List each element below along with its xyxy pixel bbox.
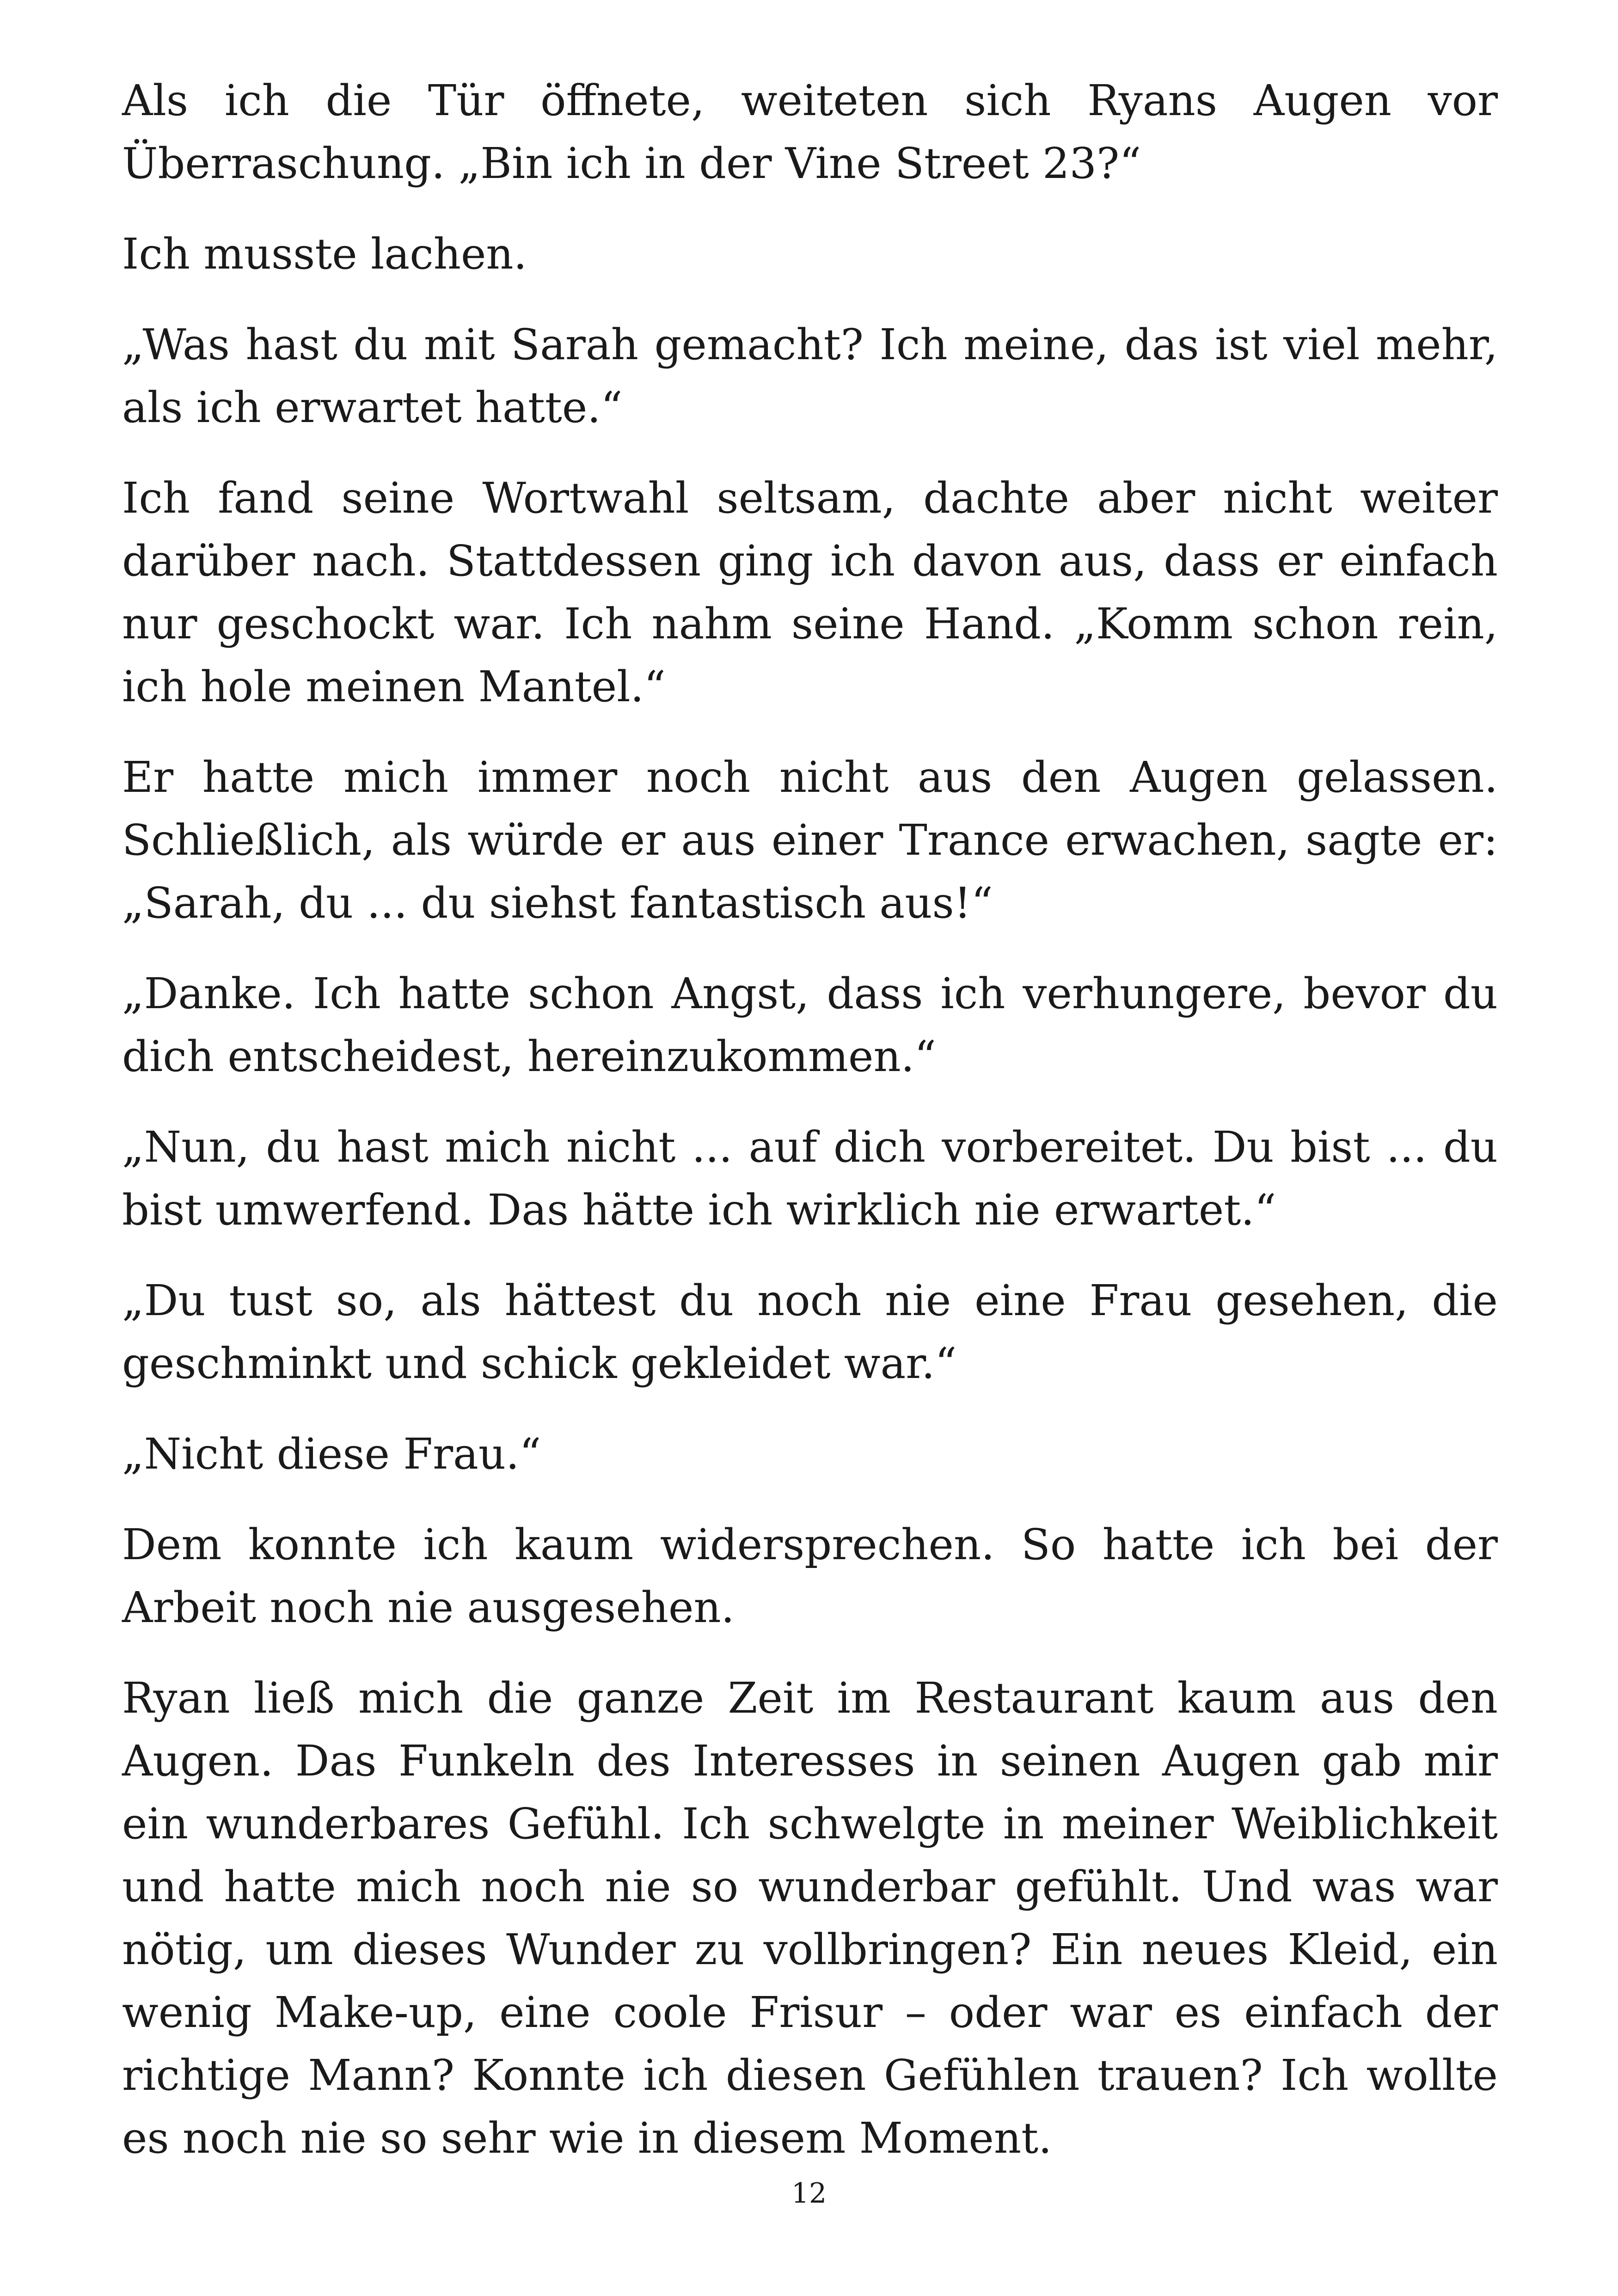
paragraph: „Danke. Ich hatte schon Angst, dass ich verhungere, bevor du dich entscheidest, hereinzukommen.“	[122, 969, 1498, 1081]
paragraph: „Nun, du hast mich nicht ... auf dich vorbereitet. Du bist ... du bist umwerfend. Das hätte ich wirklich nie erwartet.“	[122, 1122, 1498, 1235]
paragraph: „Du tust so, als hättest du noch nie eine Frau gesehen, die geschminkt und schick gekleidet war.“	[122, 1276, 1498, 1388]
paragraph: Dem konnte ich kaum widersprechen. So hatte ich bei der Arbeit noch nie ausgesehen.	[122, 1520, 1498, 1632]
paragraph: Ryan ließ mich die ganze Zeit im Restaurant kaum aus den Augen. Das Funkeln des Interesses in seinen Augen gab mir ein wunderbares Gefühl. Ich schwelgte in meiner Weiblichkeit und hatte mich noch nie so wunderbar gefühlt. Und was war nötig, um dieses Wunder zu vollbringen? Ein neues Kleid, ein wenig Make-up, eine coole Frisur – oder war es einfach der richtige Mann? Konnte ich diesen Gefühlen trauen? Ich wollte es noch nie so sehr wie in diesem Moment.	[122, 1673, 1498, 2163]
paragraph: Ich fand seine Wortwahl seltsam, dachte aber nicht weiter darüber nach. Stattdessen ging ich davon aus, dass er einfach nur geschockt war. Ich nahm seine Hand. „Komm schon rein, ich hole meinen Mantel.“	[122, 473, 1498, 711]
page-number: 12	[791, 2177, 827, 2210]
paragraph: „Was hast du mit Sarah gemacht? Ich meine, das ist viel mehr, als ich erwartet hatte.“	[122, 320, 1498, 432]
paragraph: Er hatte mich immer noch nicht aus den Augen gelassen. Schließlich, als würde er aus einer Trance erwachen, sagte er: „Sarah, du ... du siehst fantastisch aus!“	[122, 753, 1498, 928]
paragraph: „Nicht diese Frau.“	[122, 1429, 541, 1479]
body-text	[122, 69, 1498, 2198]
paragraph: Ich musste lachen.	[122, 229, 527, 279]
paragraph: Als ich die Tür öffnete, weiteten sich Ryans Augen vor Überraschung. „Bin ich in der Vine Street 23?“	[122, 76, 1498, 188]
